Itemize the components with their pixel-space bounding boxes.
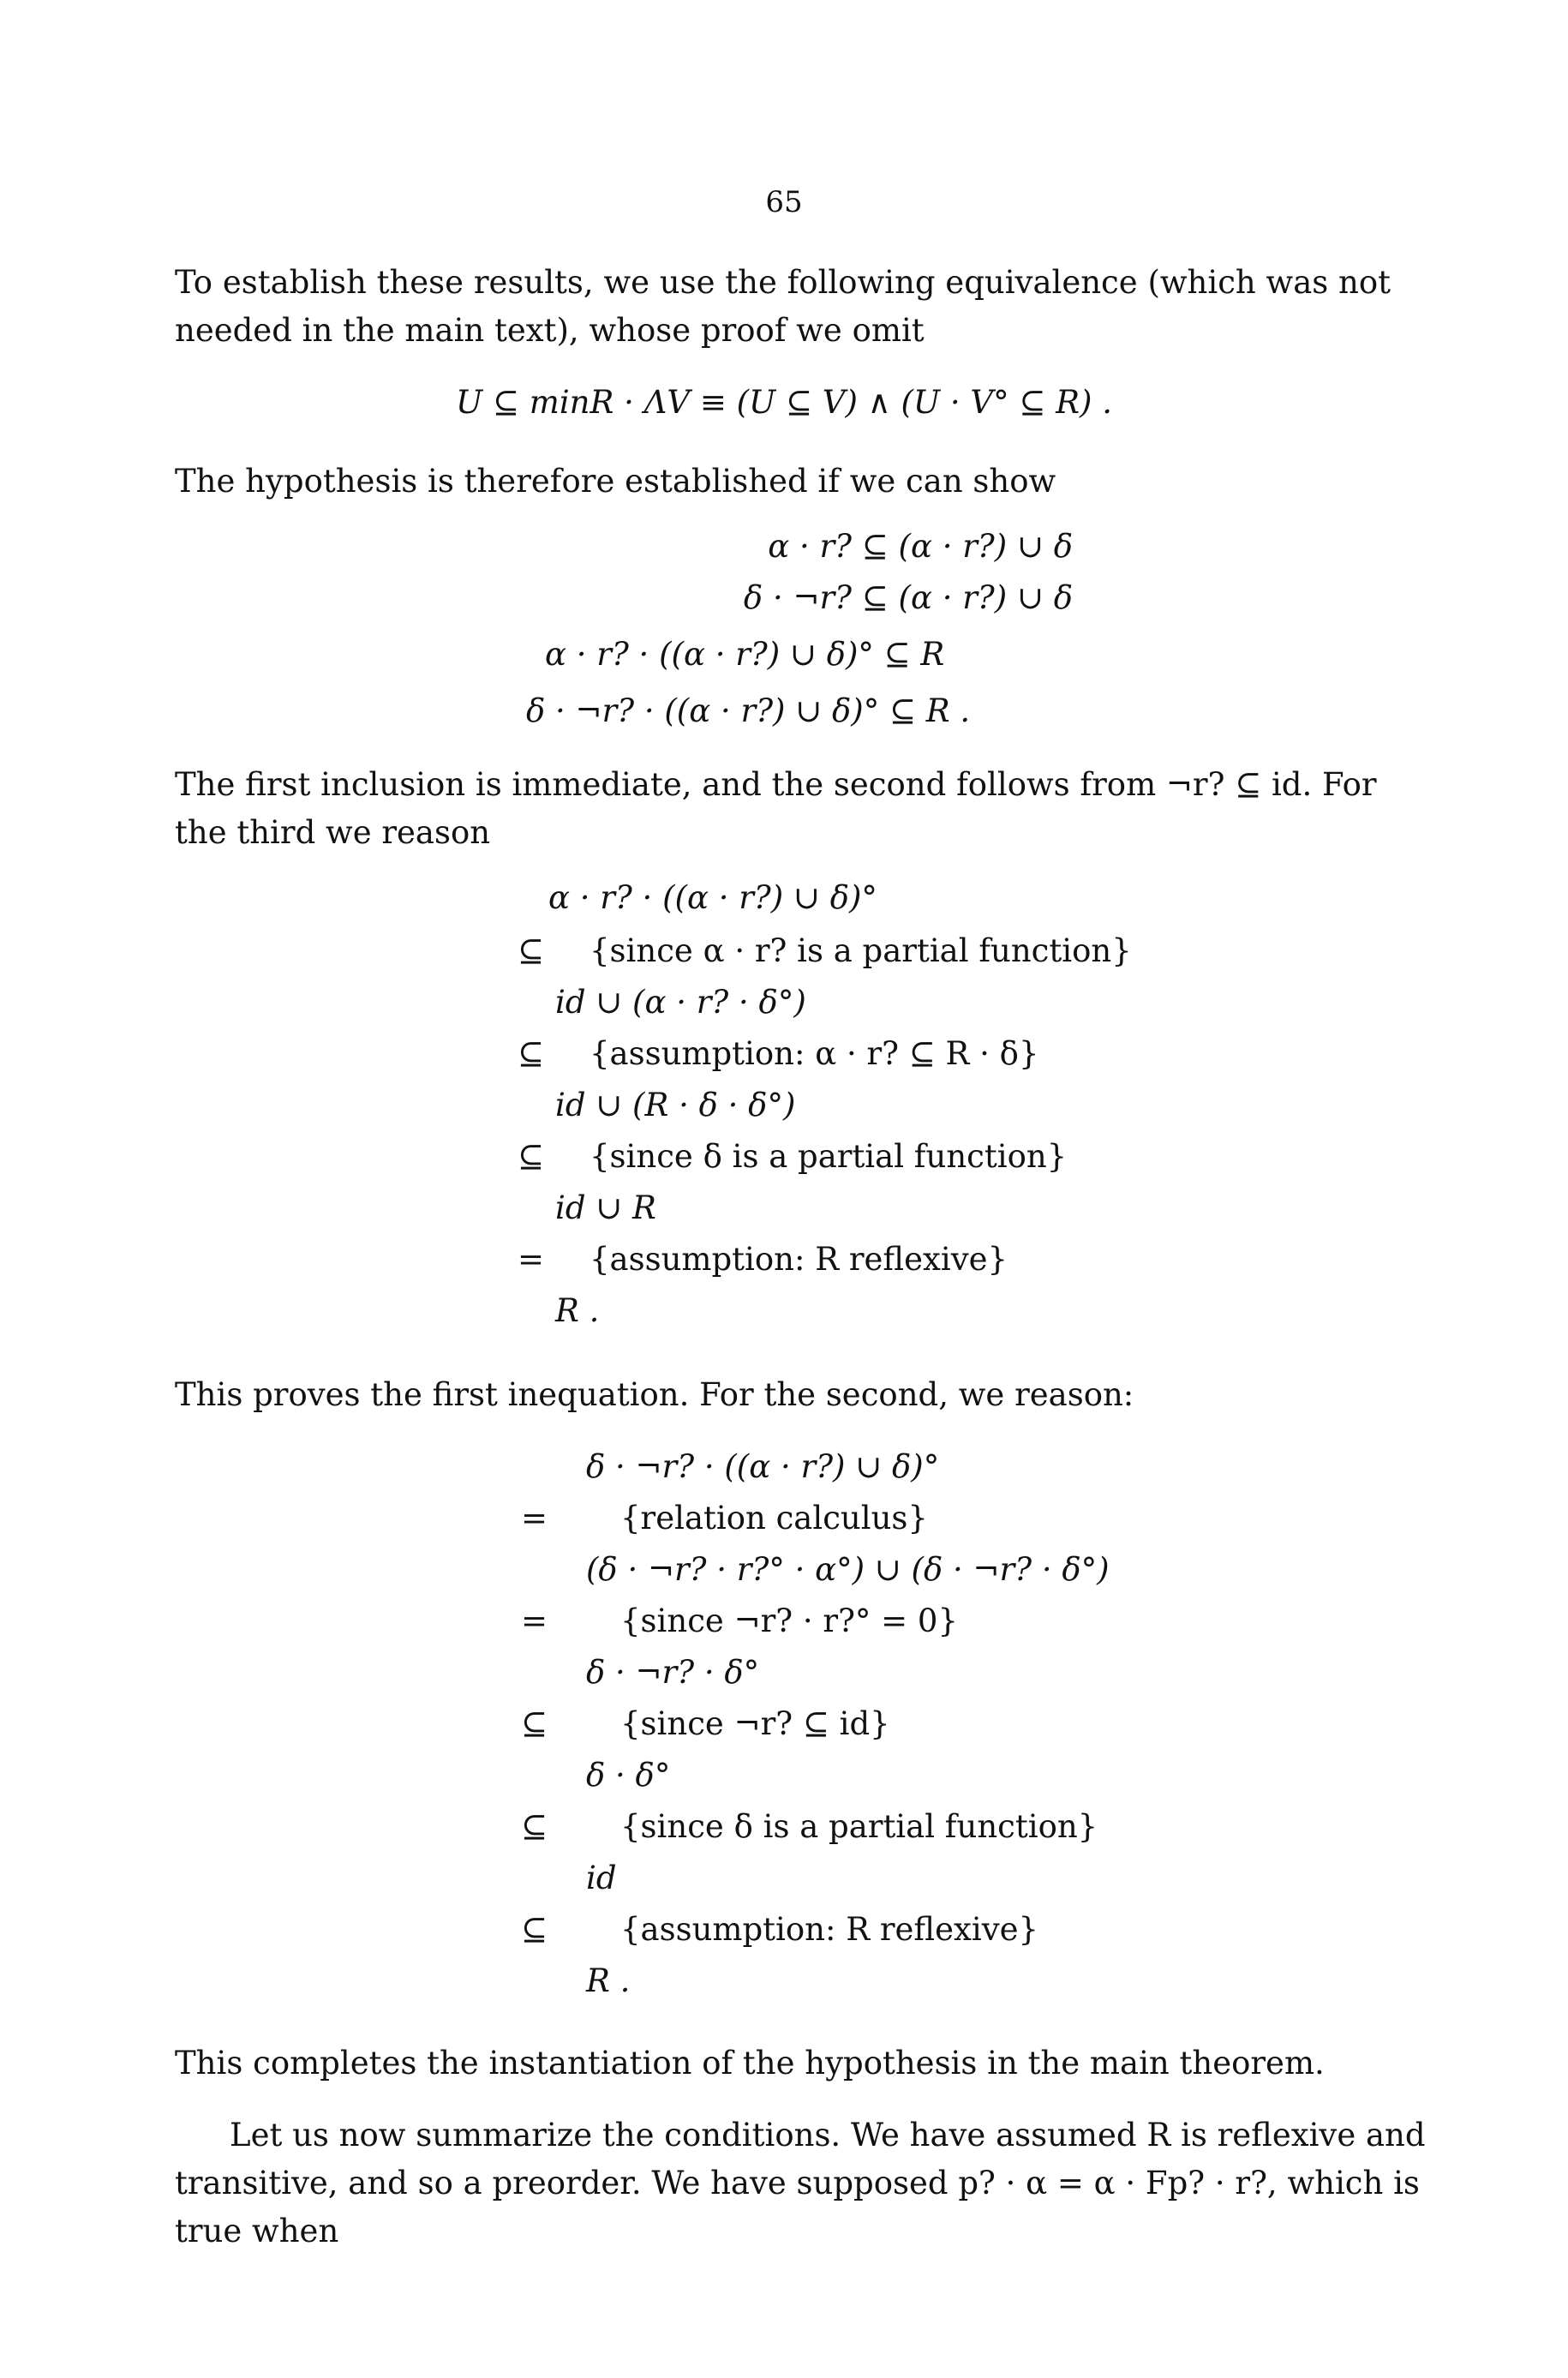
hypothesis-line: δ · ¬r? ⊆ (α · r?) ∪ δ [743, 579, 1073, 616]
calc-expression: α · r? · ((α · r?) ∪ δ)° [548, 879, 877, 916]
completion-paragraph: This completes the instantiation of the hypothesis in the main theorem. [175, 2045, 1325, 2081]
first-proof-paragraph: The first inclusion is immediate, and the second follows from ¬r? ⊆ id. For the third we reason [175, 766, 1377, 851]
hypothesis-line: α · r? ⊆ (α · r?) ∪ δ [768, 528, 1073, 565]
calc-expression: (δ · ¬r? · r?° · α°) ∪ (δ · ¬r? · δ°) [586, 1551, 1110, 1588]
calc-operator: ⊆ [518, 932, 545, 969]
calc-operator: ⊆ [521, 1705, 548, 1742]
calc-hint: {since ¬r? · r?° = 0} [620, 1602, 959, 1639]
intro-paragraph: To establish these results, we use the following equivalence (which was not needed in the main text), whose proof we omit [175, 264, 1391, 349]
calc-operator: = [521, 1602, 548, 1639]
calc-expression: δ · ¬r? · ((α · r?) ∪ δ)° [586, 1448, 940, 1485]
calc-operator: = [518, 1241, 545, 1278]
page-number: 65 [765, 185, 803, 219]
calc-expression: δ · δ° [586, 1757, 671, 1794]
equivalence-equation: U ⊆ minR · ΛV ≡ (U ⊆ V) ∧ (U · V° ⊆ R) . [456, 384, 1112, 421]
calc-hint: {since δ is a partial function} [589, 1138, 1068, 1175]
hypothesis-line: δ · ¬r? · ((α · r?) ∪ δ)° ⊆ R . [526, 692, 971, 729]
calc-operator: = [521, 1500, 548, 1536]
calc-expression: id ∪ (R · δ · δ°) [555, 1087, 796, 1123]
calc-hint: {assumption: R reflexive} [620, 1911, 1039, 1948]
calc-expression: id [586, 1860, 617, 1896]
calc-hint: {since δ is a partial function} [620, 1808, 1098, 1845]
calc-expression: id ∪ (α · r? · δ°) [555, 984, 806, 1021]
hypothesis-paragraph: The hypothesis is therefore established if we can show [175, 463, 1056, 500]
calc-hint: {assumption: R reflexive} [589, 1241, 1008, 1278]
calc-expression: R . [586, 1962, 631, 1999]
calc-operator: ⊆ [518, 1035, 545, 1072]
hypothesis-line: α · r? · ((α · r?) ∪ δ)° ⊆ R [545, 636, 945, 673]
calc-expression: δ · ¬r? · δ° [586, 1654, 760, 1691]
calc-expression: R . [555, 1292, 600, 1329]
calc-expression: id ∪ R [555, 1189, 656, 1226]
calc-hint: {since α · r? is a partial function} [589, 932, 1132, 969]
summary-paragraph: Let us now summarize the conditions. We have assumed R is reflexive and transitive, and so a preorder. We have supposed p? · α = α · Fp? · r?, which is true when [175, 2117, 1426, 2249]
calc-operator: ⊆ [521, 1911, 548, 1948]
calc-hint: {since ¬r? ⊆ id} [620, 1705, 890, 1742]
calc-operator: ⊆ [521, 1808, 548, 1845]
calc-hint: {relation calculus} [620, 1500, 928, 1536]
calc-operator: ⊆ [518, 1138, 545, 1175]
second-proof-paragraph: This proves the first inequation. For the second, we reason: [175, 1376, 1134, 1413]
calc-hint: {assumption: α · r? ⊆ R · δ} [589, 1035, 1039, 1072]
